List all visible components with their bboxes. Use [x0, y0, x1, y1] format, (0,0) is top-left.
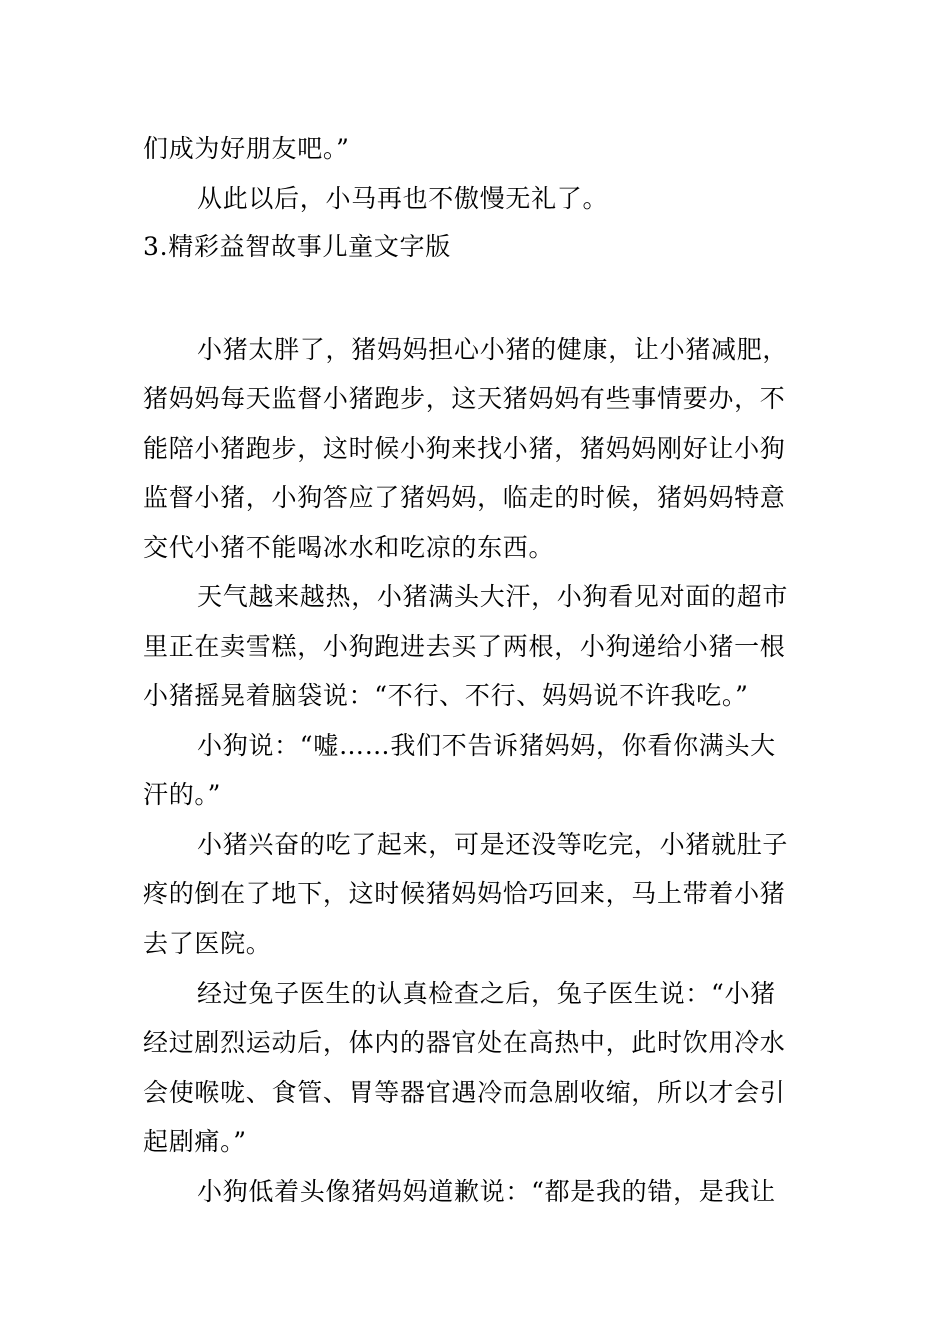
story-text-line: 小猪太胖了，猪妈妈担心小猪的健康，让小猪减肥， — [197, 335, 789, 364]
story-text-line: 经过兔子医生的认真检查之后，兔子医生说：“小猪 — [197, 979, 776, 1008]
story-text-line: 经过剧烈运动后，体内的器官处在高热中，此时饮用冷水 — [143, 1028, 786, 1057]
story-text-line: 小猪摇晃着脑袋说：“不行、不行、妈妈说不许我吃。” — [143, 681, 749, 710]
story-text-line: 去了医院。 — [143, 929, 272, 958]
story-text-line: 天气越来越热，小猪满头大汗，小狗看见对面的超市 — [197, 582, 789, 611]
story-text-line: 疼的倒在了地下，这时候猪妈妈恰巧回来，马上带着小猪 — [143, 879, 786, 908]
story-text-line: 们成为好朋友吧。” — [143, 134, 350, 163]
story-text-line: 小猪兴奋的吃了起来，可是还没等吃完，小猪就肚子 — [197, 830, 789, 859]
story-text-line: 小狗低着头像猪妈妈道歉说：“都是我的错，是我让 — [197, 1177, 776, 1206]
story-text-line: 从此以后，小马再也不傲慢无礼了。 — [197, 184, 609, 213]
story-text-line: 交代小猪不能喝冰水和吃凉的东西。 — [143, 533, 555, 562]
story-text-line: 会使喉咙、食管、胃等器官遇冷而急剧收缩，所以才会引 — [143, 1078, 786, 1107]
story-text-line: 监督小猪，小狗答应了猪妈妈，临走的时候，猪妈妈特意 — [143, 483, 786, 512]
story-text-line: 猪妈妈每天监督小猪跑步，这天猪妈妈有些事情要办，不 — [143, 384, 786, 413]
story-text-line: 汗的。” — [143, 780, 222, 809]
story-text-line: 能陪小猪跑步，这时候小狗来找小猪，猪妈妈刚好让小狗 — [143, 434, 786, 463]
story-text-line: 里正在卖雪糕，小狗跑进去买了两根，小狗递给小猪一根 — [143, 632, 786, 661]
story-text-line: 起剧痛。” — [143, 1127, 247, 1156]
story-text-line: 小狗说：“嘘……我们不告诉猪妈妈，你看你满头大 — [197, 731, 776, 760]
section-heading: 3.精彩益智故事儿童文字版 — [143, 232, 451, 261]
